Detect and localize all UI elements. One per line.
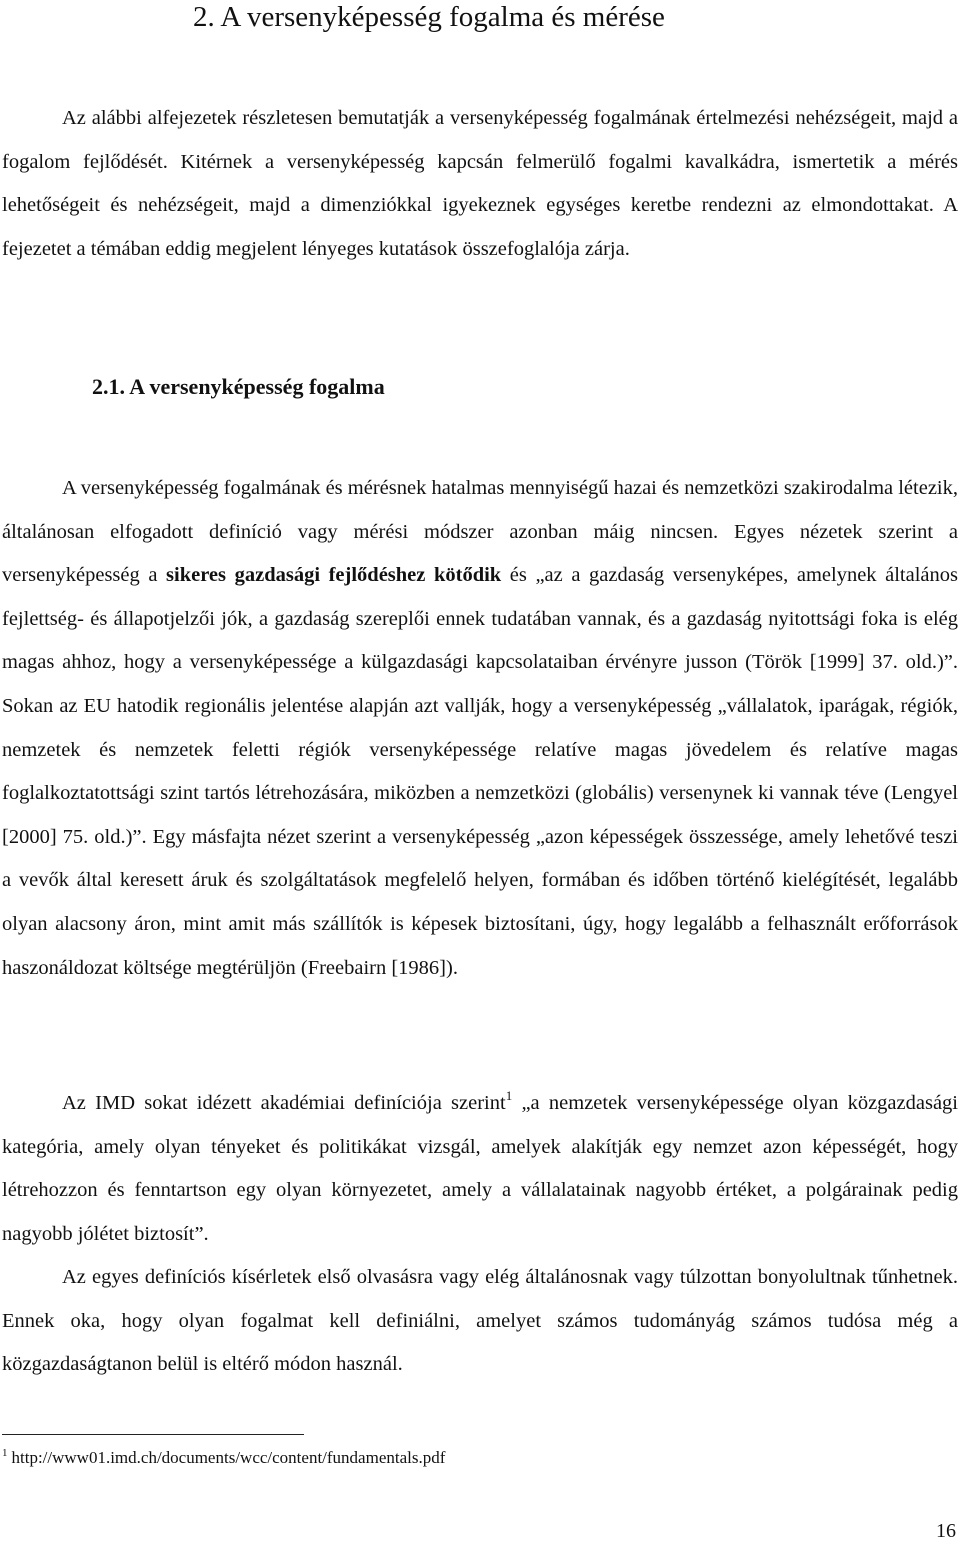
paragraph-text: A versenyképesség fogalmának és mérésnek hatalmas mennyiségű hazai és nemzetközi szakirodalma létezik, általánosan elfogadott definíció vagy mérési módszer azonban máig nincsen. Egyes nézetek szerint a versenyképesség a bbox=[2, 477, 958, 587]
section-paragraph-3: Az egyes definíciós kísérletek első olvasásra vagy elég általánosnak vagy túlzottan bonyolultnak tűnhetnek. Ennek oka, hogy olyan fogalmat kell definiálni, amelyet számos tudományág számos tudósa még a közgazdaságtanon belül is eltérő módon használ. bbox=[2, 1266, 958, 1376]
paragraph-text: és „az a gazdaság versenyképes, amelynek általános fejlettség- és állapotjelzői jók, a gazdaság szereplői ennek tudatában vannak, és a gazdaság nyitottsági foka is elég magas ahhoz, hogy a versenyképessége a külgazdasági kapcsolataiban érvényre jusson (Török [1999] 37. old.)”. Sokan az EU hatodik regionális jelentése alapján azt vallják, hogy a versenyképesség „vállalatok, iparágak, régiók, nemzetek és nemzetek feletti régiók versenyképessége relatíve magas jövedelem és relatíve magas foglalkoztatottsági szint tartós létrehozására, miközben a nemzetközi (globális) versenynek ki vannak téve (Lengyel [2000] 75. old.)”. Egy másfajta nézet szerint a versenyképesség „azon képességek összessége, amely lehetővé teszi a vevők által keresett áruk és szolgáltatások megfelelő helyen, formában és időben történő kielégítését, legalább olyan alacsony áron, mint amit más szállítók is képesek biztosítani, úgy, hogy legalább a felhasznált erőforrások haszonáldozat költsége megtérüljön (Freebairn [1986]). bbox=[2, 564, 959, 979]
bold-phrase: sikeres gazdasági fejlődéshez kötődik bbox=[166, 564, 502, 587]
chapter-heading: 2. A versenyképesség fogalma és mérése bbox=[193, 1, 665, 33]
section-paragraph-1 bbox=[2, 467, 958, 990]
footnote-mark: 1 bbox=[2, 1447, 8, 1459]
paragraph-text: „a nemzetek versenyképessége olyan közgazdasági kategória, amely olyan tényeket és politikákat vizsgál, amelyek alakítják egy nemzet azon képességét, hogy létrehozzon és fenntartson egy olyan környezetet, amely a vállalatainak nagyobb értéket, a polgárainak pedig nagyobb jólétet biztosít”. bbox=[2, 1092, 958, 1245]
page-number: 16 bbox=[936, 1520, 956, 1542]
paragraph-text: Az IMD sokat idézett akadémiai definíciója szerint bbox=[62, 1092, 506, 1114]
footnote-url[interactable]: http://www01.imd.ch/documents/wcc/content/fundamentals.pdf bbox=[11, 1448, 446, 1467]
footnote bbox=[2, 1446, 445, 1470]
footnote-separator bbox=[2, 1434, 304, 1435]
intro-paragraph: Az alábbi alfejezetek részletesen bemutatják a versenyképesség fogalmának értelmezési nehézségeit, majd a fogalom fejlődését. Kitérnek a versenyképesség kapcsán felmerülő fogalmi kavalkádra, ismertetik a mérés lehetőségeit és nehézségeit, majd a dimenziókkal igyekeznek egységes keretbe rendezni az elmondottakat. A fejezetet a témában eddig megjelent lényeges kutatások összefoglalója zárja. bbox=[2, 107, 958, 260]
section-heading: 2.1. A versenyképesség fogalma bbox=[92, 374, 385, 399]
footnote-reference[interactable]: 1 bbox=[505, 1088, 513, 1103]
section-paragraph-2 bbox=[2, 1082, 958, 1256]
